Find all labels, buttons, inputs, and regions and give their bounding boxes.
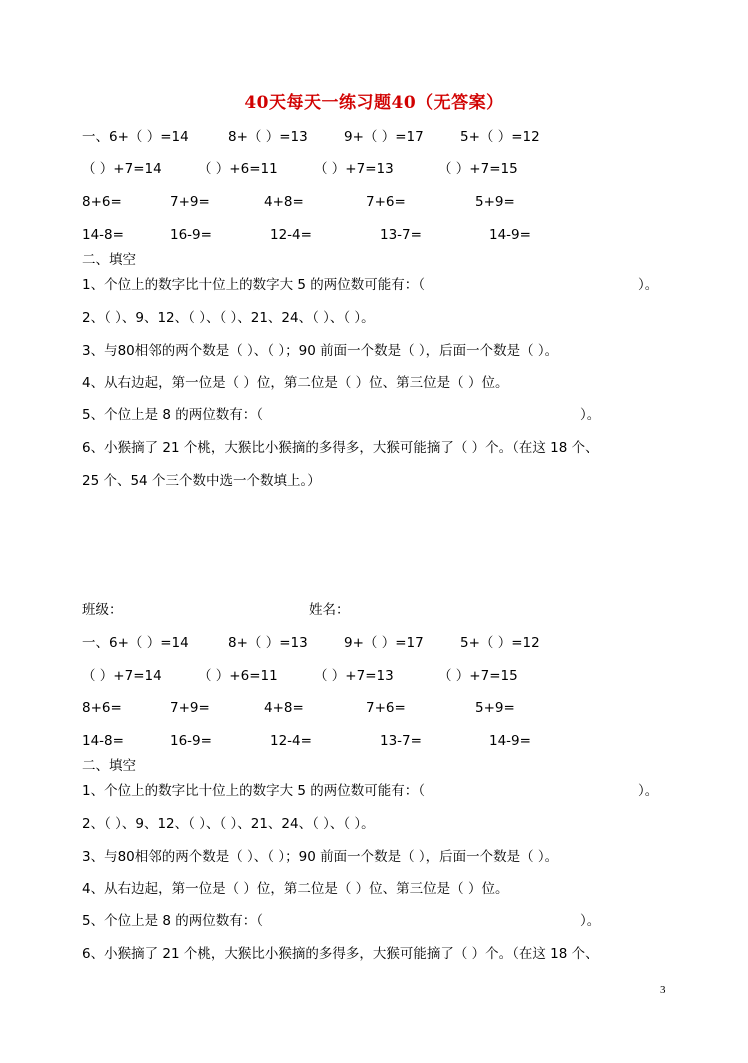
- set1-r1-c4: 5+（ ）=12: [460, 129, 540, 145]
- set2-section-heading: 二、填空: [82, 758, 136, 774]
- page-title: 40天每天一练习题40（无答案）: [244, 93, 504, 113]
- set2-r3-c1: 8+6=: [82, 700, 122, 716]
- set1-r3-c5: 5+9=: [475, 194, 515, 210]
- class-label: 班级：: [82, 602, 123, 618]
- set2-r2-c4: （ ）+7=15: [438, 668, 518, 684]
- set2-question-1-end: ）。: [638, 783, 659, 799]
- set2-r2-c2: （ ）+6=11: [198, 668, 278, 684]
- set2-r3-c5: 5+9=: [475, 700, 515, 716]
- set1-question-6-cont: 25 个、54 个三个数中选一个数填上。）: [82, 473, 321, 489]
- set1-r2-c4: （ ）+7=15: [438, 161, 518, 177]
- set1-r4-c2: 16-9=: [170, 227, 212, 243]
- set2-r3-c3: 4+8=: [264, 700, 304, 716]
- set2-r1-c1: 一、6+（ ）=14: [82, 635, 189, 651]
- set1-question-1: 1、个位上的数字比十位上的数字大 5 的两位数可能有：（: [82, 277, 426, 293]
- set1-question-3: 3、与80相邻的两个数是（ ）、（ ）；90 前面一个数是（ ），后面一个数是（ ）。: [82, 343, 559, 359]
- set2-r2-c3: （ ）+7=13: [314, 668, 394, 684]
- set2-r1-c3: 9+（ ）=17: [344, 635, 424, 651]
- set1-question-4: 4、从右边起，第一位是（ ）位，第二位是（ ）位、第三位是（ ）位。: [82, 375, 509, 391]
- set1-r3-c2: 7+9=: [170, 194, 210, 210]
- set1-r4-c1: 14-8=: [82, 227, 124, 243]
- set1-r2-c3: （ ）+7=13: [314, 161, 394, 177]
- set2-r4-c2: 16-9=: [170, 733, 212, 749]
- set2-question-3: 3、与80相邻的两个数是（ ）、（ ）；90 前面一个数是（ ），后面一个数是（ ）。: [82, 849, 559, 865]
- set1-r3-c3: 4+8=: [264, 194, 304, 210]
- set2-r2-c1: （ ）+7=14: [82, 668, 162, 684]
- set1-r4-c4: 13-7=: [380, 227, 422, 243]
- set1-r1-c2: 8+（ ）=13: [228, 129, 308, 145]
- set1-section-heading: 二、填空: [82, 252, 136, 268]
- set1-question-1-end: ）。: [638, 277, 659, 293]
- set1-r2-c1: （ ）+7=14: [82, 161, 162, 177]
- set1-r4-c5: 14-9=: [489, 227, 531, 243]
- set2-question-2: 2、（ ）、9、12、（ ）、（ ）、21、24、（ ）、（ ）。: [82, 816, 375, 832]
- set2-r4-c4: 13-7=: [380, 733, 422, 749]
- set1-question-5-end: ）。: [580, 407, 601, 423]
- set2-r3-c2: 7+9=: [170, 700, 210, 716]
- set1-r3-c4: 7+6=: [366, 194, 406, 210]
- set2-question-5: 5、个位上是 8 的两位数有：（: [82, 913, 264, 929]
- set2-r1-c4: 5+（ ）=12: [460, 635, 540, 651]
- set2-r4-c3: 12-4=: [270, 733, 312, 749]
- set2-r1-c2: 8+（ ）=13: [228, 635, 308, 651]
- set2-question-4: 4、从右边起，第一位是（ ）位，第二位是（ ）位、第三位是（ ）位。: [82, 881, 509, 897]
- set1-r1-c3: 9+（ ）=17: [344, 129, 424, 145]
- set2-r4-c5: 14-9=: [489, 733, 531, 749]
- set1-question-5: 5、个位上是 8 的两位数有：（: [82, 407, 264, 423]
- set1-r1-c1: 一、6+（ ）=14: [82, 129, 189, 145]
- set1-r2-c2: （ ）+6=11: [198, 161, 278, 177]
- set2-question-5-end: ）。: [580, 913, 601, 929]
- name-label: 姓名：: [309, 602, 350, 618]
- set1-r3-c1: 8+6=: [82, 194, 122, 210]
- page-number: 3: [660, 984, 666, 996]
- set1-r4-c3: 12-4=: [270, 227, 312, 243]
- set1-question-2: 2、（ ）、9、12、（ ）、（ ）、21、24、（ ）、（ ）。: [82, 310, 375, 326]
- set2-r4-c1: 14-8=: [82, 733, 124, 749]
- set2-question-6: 6、小猴摘了 21 个桃，大猴比小猴摘的多得多，大猴可能摘了（ ）个。（在这 18 个、: [82, 946, 599, 962]
- set2-question-1: 1、个位上的数字比十位上的数字大 5 的两位数可能有：（: [82, 783, 426, 799]
- set1-question-6: 6、小猴摘了 21 个桃，大猴比小猴摘的多得多，大猴可能摘了（ ）个。（在这 18 个、: [82, 440, 599, 456]
- set2-r3-c4: 7+6=: [366, 700, 406, 716]
